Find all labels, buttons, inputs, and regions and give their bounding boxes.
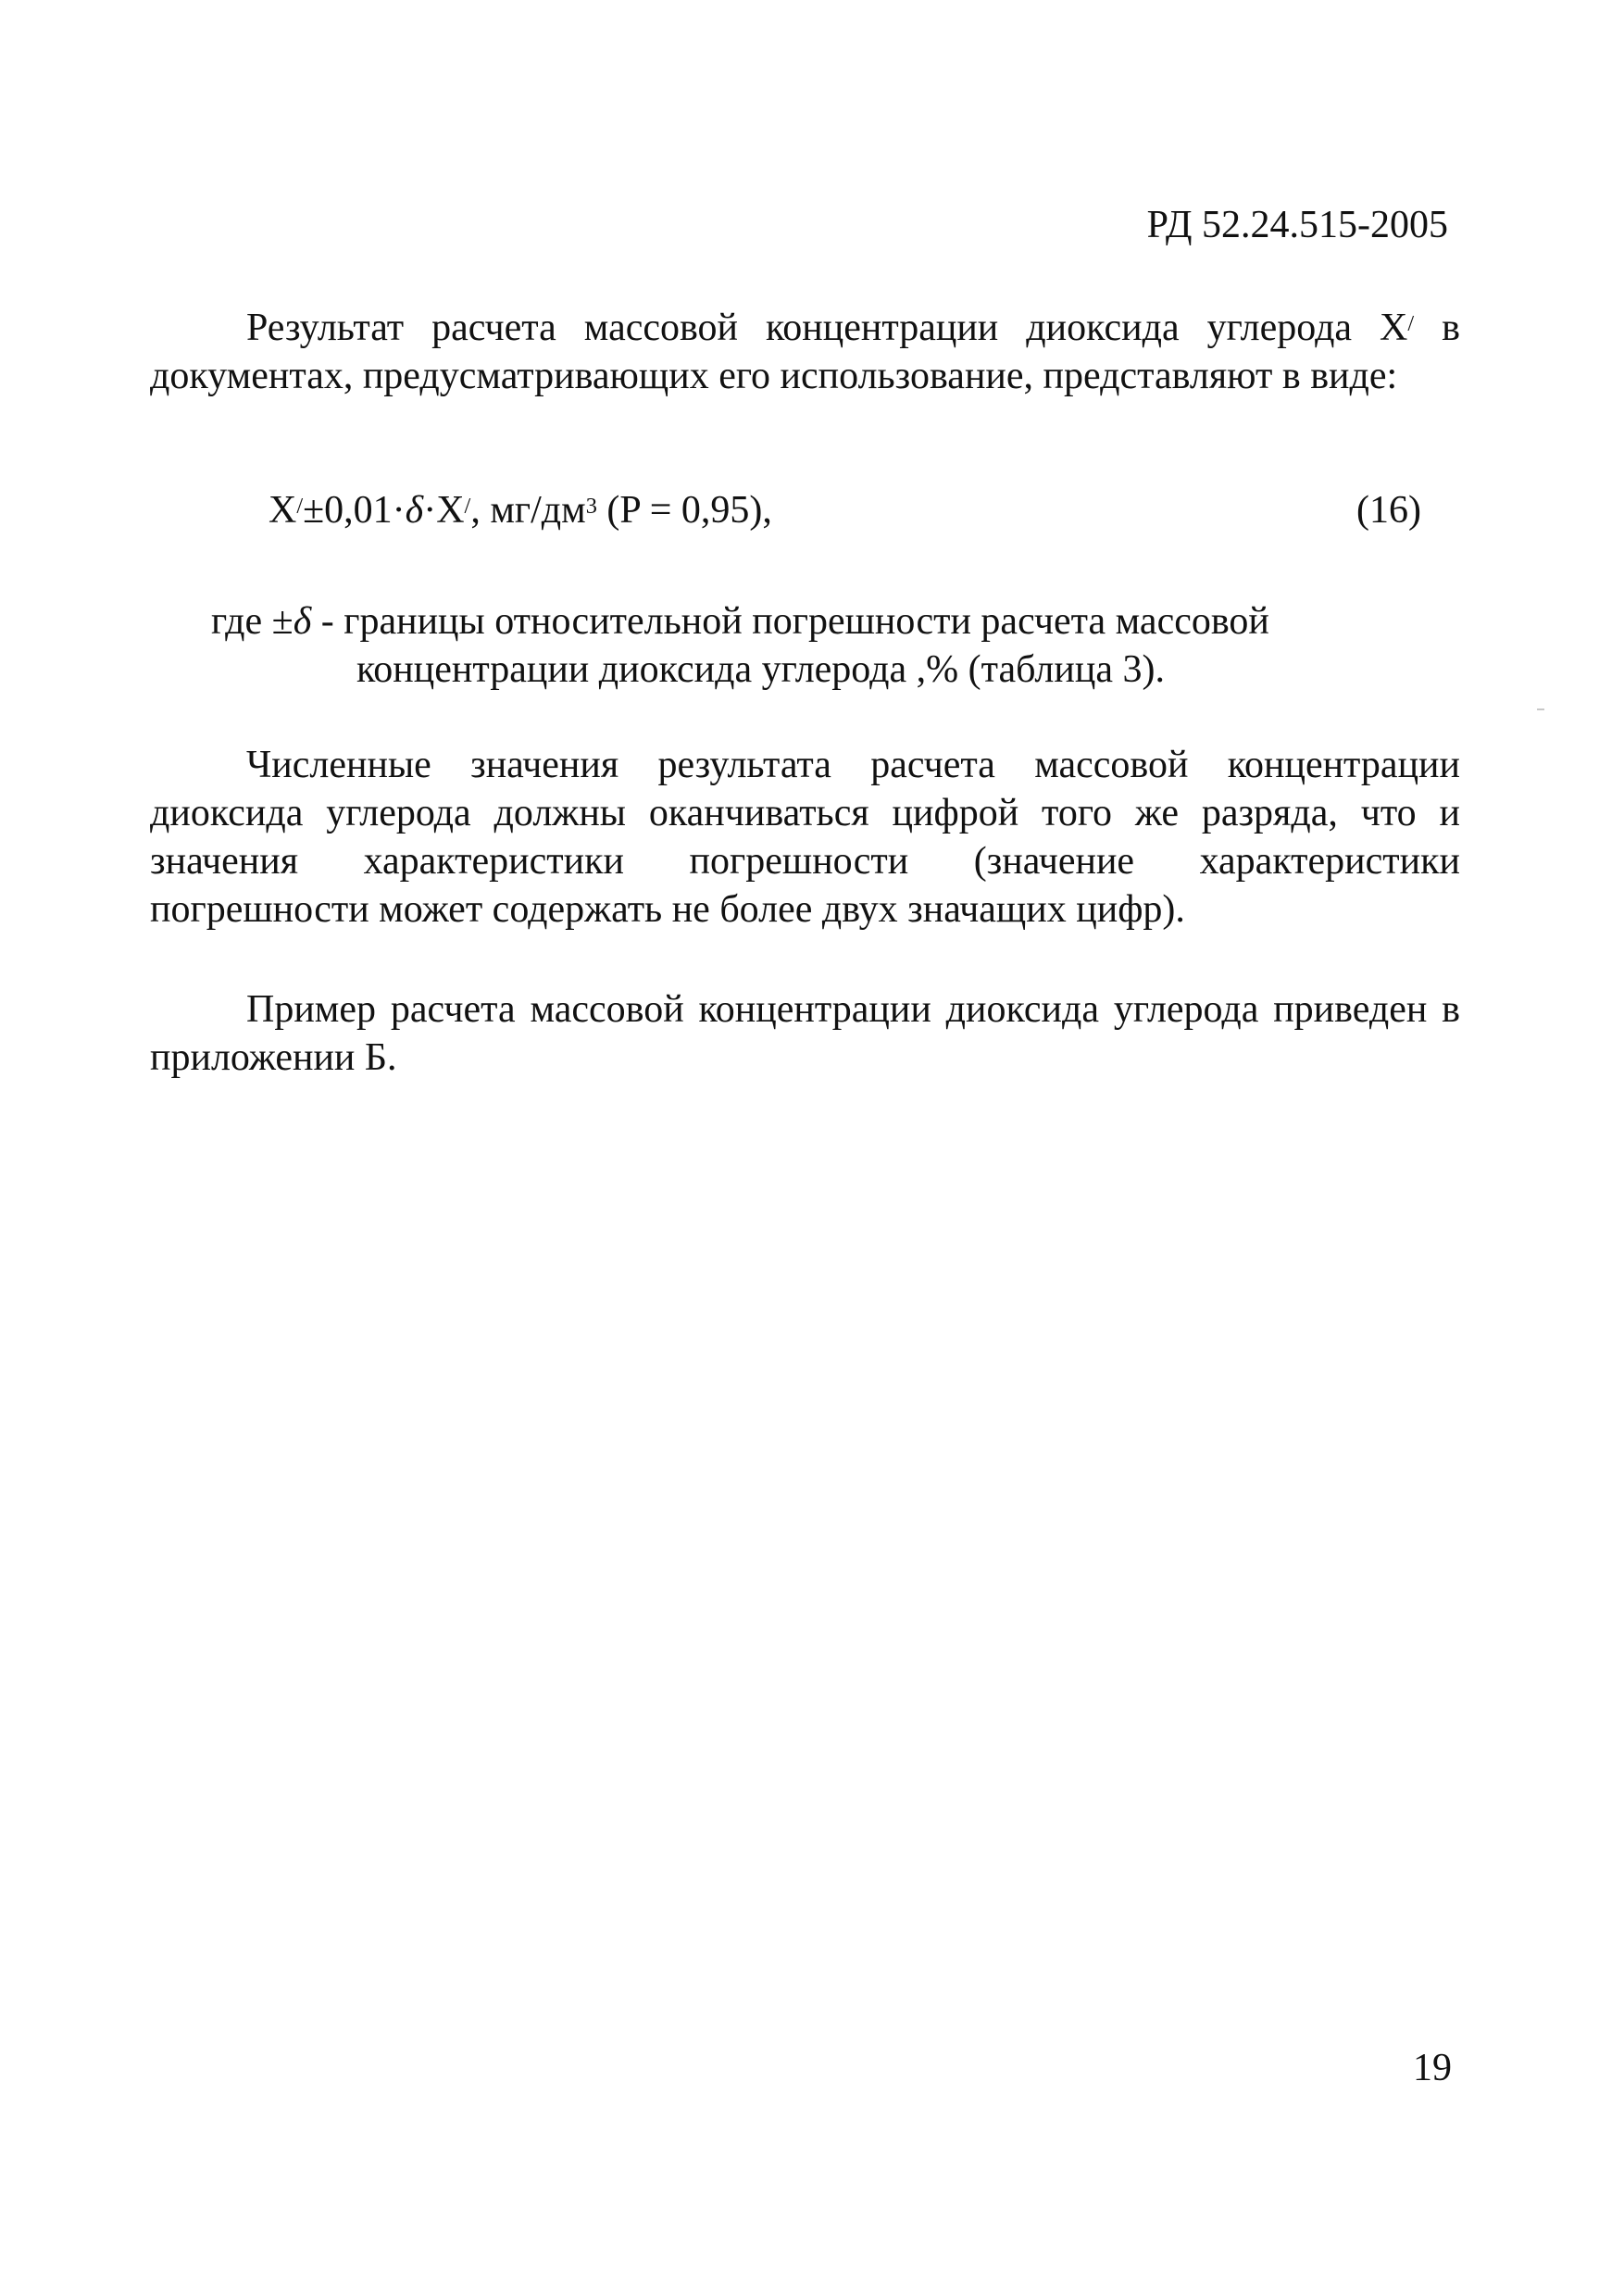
formula-prime-2: /: [464, 493, 471, 519]
formula-prime-1: /: [296, 493, 304, 519]
margin-mark: [1537, 708, 1544, 710]
formula-explanation: [211, 597, 1405, 694]
formula-units-power: 3: [585, 493, 597, 519]
concentration-formula: [269, 491, 772, 530]
document-code: РД 52.24.515-2005: [1146, 204, 1448, 246]
explanation-prefix: где ±: [211, 600, 294, 643]
prime-mark: /: [1407, 310, 1415, 336]
paragraph-tail: в документах, предусматривающих его использование, представляют в виде:: [150, 307, 1460, 397]
explanation-line-1: [211, 597, 1405, 646]
formula-plus-minus: ±0,01·: [303, 489, 406, 532]
formula-delta: δ: [405, 489, 424, 532]
formula-number: (16): [1356, 489, 1421, 532]
formula-probability: (P = 0,95),: [596, 489, 772, 532]
numeric-values-paragraph: Численные значения результата расчета массовой концентрации диоксида углерода должны оканчиваться цифрой того же разряда, что и значения характеристики погрешности (значение характеристики погрешности может содержать не более двух значащих цифр).: [150, 744, 1460, 931]
formula-middle: ·X: [423, 489, 465, 532]
explanation-delta: δ: [293, 600, 312, 643]
formula-x: X: [269, 489, 297, 532]
formula-units: , мг/дм: [470, 489, 586, 532]
paragraph-text: Результат расчета массовой концентрации диоксида углерода X: [246, 307, 1408, 349]
formula-row: [0, 491, 1624, 546]
result-representation-paragraph: [150, 304, 1460, 400]
page-number: 19: [1413, 2047, 1452, 2089]
explanation-line-2: концентрации диоксида углерода ,% (таблица 3).: [356, 648, 1165, 691]
explanation-suffix: - границы относительной погрешности расчета массовой: [311, 600, 1269, 643]
example-reference-paragraph: Пример расчета массовой концентрации диоксида углерода приведен в приложении Б.: [150, 988, 1460, 1079]
